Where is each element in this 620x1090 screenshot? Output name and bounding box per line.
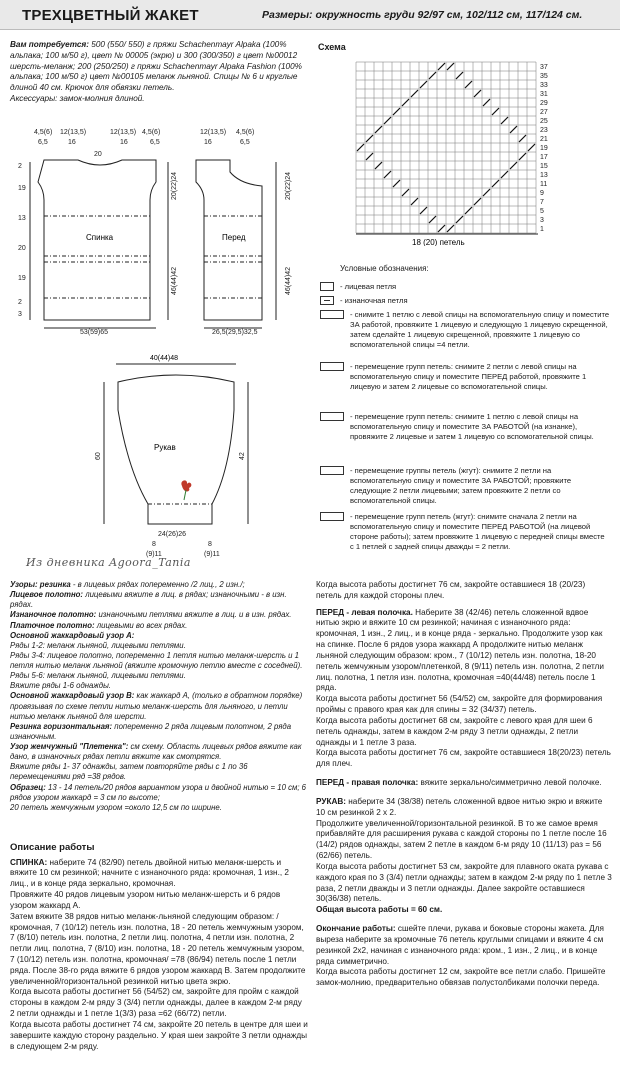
- materials-extra: Аксессуары: замок-молния длиной.: [10, 94, 145, 104]
- row-number: 3: [540, 217, 544, 224]
- paragraph-text: Когда высота работы достигнет 56 (54/52) см, закройте для пройм с каждой стороны в каждом 2-м ряду 3 (3/4) петли однажды, далее в каждом 2-м ряду 2 петли однажды и 1 петле 1(3/3) раза =62 (66/72) петли.: [10, 987, 302, 1019]
- page-header: [0, 0, 620, 30]
- pattern-line-item: [10, 610, 308, 620]
- cable-mark: [447, 63, 454, 70]
- legend-title: Условные обозначения:: [340, 264, 429, 273]
- pattern-text: лицевыми вяжите в лиц. в рядах; изнаночными - в изн. рядах.: [10, 590, 287, 610]
- row-number: 13: [540, 172, 548, 179]
- cable-mark: [465, 207, 472, 214]
- cable-mark: [384, 117, 391, 124]
- pattern-line-item: [10, 803, 308, 813]
- garment-schematics: [0, 120, 312, 560]
- cable-mark: [465, 81, 472, 88]
- sleeve-outline: [118, 375, 234, 524]
- cable-mark: [402, 189, 409, 196]
- cable-mark: [519, 153, 526, 160]
- dim-text: 4,5(6): [34, 129, 53, 136]
- cable-mark: [528, 144, 535, 151]
- dim-text: 26,5(29,5)32,5: [212, 329, 258, 336]
- section-heading: ПЕРЕД - левая полочка.: [316, 607, 413, 617]
- materials-text: 500 (550/ 550) г пряжи Schachenmayr Alpaka (100% альпака; 100 м/50 г), цвет № 00005 (экрю) и 300 (300/350) г цвет №00012 шерсть-меланж; 200 (250/250) г пряжи Schachenmayr Alpaka Fashion (100% альпака; 100 м/50 г) цвет №00105 меланж льняной. Спицы № 6 и круглые длиной 40 см. Крючок для обвязки петель.: [10, 40, 302, 93]
- row-number: 21: [540, 136, 548, 143]
- work-title: Описание работы: [10, 842, 95, 853]
- cable-mark: [357, 144, 364, 151]
- cable-back-icon: [320, 412, 344, 421]
- dim-text: 4,5(6): [236, 129, 255, 136]
- right-column: [316, 580, 612, 989]
- stitch-chart: [352, 56, 562, 246]
- row-number: 23: [540, 127, 548, 134]
- cable-mark: [492, 108, 499, 115]
- cable-mark: [402, 99, 409, 106]
- row-number: 33: [540, 82, 548, 89]
- pattern-label: Узор жемчужный "Плетенка":: [10, 742, 129, 751]
- row-number: 7: [540, 199, 544, 206]
- dim-text: 42: [239, 452, 246, 460]
- dim-text: 24(26)26: [158, 531, 187, 538]
- pattern-title: ТРЕХЦВЕТНЫЙ ЖАКЕТ: [22, 7, 199, 24]
- paragraph: наберите 34 (38/38) петель сложенной вдвое нитью экрю и вяжите 10 см резинкой 2 х 2.: [316, 796, 603, 817]
- pattern-line-item: [10, 621, 308, 631]
- paragraph: [10, 912, 308, 988]
- cable-mark: [510, 162, 517, 169]
- row-number: 9: [540, 190, 544, 197]
- pattern-label: Лицевое полотно:: [10, 590, 84, 600]
- dim-text: 8: [208, 541, 212, 548]
- paragraph: Когда высота работы достигнет 68 см, закройте с левого края для шеи 6 петель однажды, затем в каждом 2-м ряду 3 петли однажды, 2 петли однажды и 1 петле 3 раза.: [316, 715, 593, 747]
- pattern-label: Платочное полотно:: [10, 620, 95, 630]
- dim-text: 60: [95, 452, 102, 460]
- dim-text: 12(13,5): [110, 129, 137, 136]
- cable-mark: [429, 72, 436, 79]
- scheme-title: Схема: [318, 42, 346, 52]
- pattern-text: как жаккард А, (только в обратном порядке) провязывая по схеме петли нитью меланж-шерсть для льняного, и петли нитью меланж льняной для шерсти.: [10, 691, 303, 721]
- materials-label: Вам потребуется:: [10, 40, 89, 49]
- dim-text: 40(44)48: [150, 355, 179, 362]
- section-heading: ПЕРЕД - правая полочка:: [316, 778, 419, 788]
- dim-text: 6,5: [38, 139, 48, 146]
- cable-mark: [375, 162, 382, 169]
- rose-icon: [181, 480, 191, 491]
- cable-mark: [393, 180, 400, 187]
- paragraph: Когда высота работы достигнет 53 см, закройте для плавного оката рукава с каждого края по 3 (3/4) петли однажды; затем в каждом 2-м ряду по 1 петле 3 раза, 2 петли дважды и 3 петли однажды. Далее закройте оставшиеся 30(36/38) петель.: [316, 861, 612, 904]
- cable-mark: [474, 90, 481, 97]
- section-heading: Окончание работы:: [316, 924, 396, 934]
- scheme-width-label: 18 (20) петель: [412, 238, 465, 246]
- cable-front-icon: [320, 362, 344, 371]
- dim-text: 16: [204, 139, 212, 146]
- grid: [356, 62, 536, 233]
- paragraph: [10, 987, 308, 1019]
- dim-text: 20: [18, 245, 26, 252]
- cable-mark: [420, 207, 427, 214]
- dim-text: 20: [94, 151, 102, 158]
- purl-stitch-icon: [320, 296, 334, 305]
- cable-mark: [447, 225, 454, 232]
- cable-mark: [429, 216, 436, 223]
- cable-mark: [366, 135, 373, 142]
- legend-item: - перемещение групп петель: снимите 2 петли с левой спицы на вспомогательную спицу и поместите ПЕРЕД работой, провяжите 1 лицевую и затем 2 лицевые со вспомогательной спицы.: [350, 362, 587, 391]
- pattern-text: Ряды 3-4: лицевое полотно, попеременно 1 петля нитью меланж-шерсть и 1 петля нитью меланж льняной (вяжите кромочную петлю вместе с соседней).: [10, 650, 303, 670]
- dim-text: 53(59)65: [80, 329, 109, 336]
- pattern-text: см схему. Область лицевых рядов вяжите как дано, в изнаночных рядах петли вяжите как смотрятся.: [10, 742, 302, 762]
- dim-text: 3: [18, 311, 22, 318]
- cable-mark: [438, 225, 445, 232]
- pattern-line-item: [10, 783, 308, 803]
- pattern-line-item: [10, 742, 308, 762]
- cable-twist-icon: [320, 466, 344, 475]
- pattern-line-item: [10, 631, 308, 641]
- row-number: 19: [540, 145, 548, 152]
- legend-item: - снимите 1 петлю с левой спицы на вспомогательную спицу и поместите ЗА работой, провяжите 1 лицевую и следующую 1 лицевую скрещенной, затем сделайте 1 лицевую скрещенной, провяжите 1 лицевую со вспомогательной спицы =4 петли.: [350, 310, 610, 349]
- cable-mark: [474, 198, 481, 205]
- back-label: Спинка: [86, 233, 114, 242]
- pattern-label: Основной жаккардовый узор В:: [10, 691, 135, 701]
- legend-item: - перемещение групп петель (жгут): снимите сначала 2 петли на вспомогательную спицу и поместите ПЕРЕД РАБОТОЙ (на лицевой стороне работы); затем провяжите 1 лицевую с передней спицы вместе с 1 петлей с задней спицы дважды = 2 петли.: [350, 512, 605, 551]
- dim-text: (9)11: [146, 551, 162, 558]
- legend-item: - изнаночная петля: [340, 296, 408, 305]
- cable-mark: [384, 171, 391, 178]
- legend-item: - перемещение групп петель: снимите 1 петлю с левой спицы на вспомогательную спицу и поместите ЗА РАБОТОЙ (на изнанке), провяжите 2 лицевые и затем 1 лицевую со вспомогательной спицы.: [350, 412, 594, 441]
- pattern-text: изнаночными петлями вяжите в лиц. и в изн. рядах.: [98, 610, 292, 620]
- pattern-text: Ряды 1-2: меланж льняной, лицевыми петлями.: [10, 640, 186, 650]
- paragraph: сшейте плечи, рукава и боковые стороны жакета. Для выреза наберите за кромочные 76 петель круглыми спицами и вяжите 4 см резинкой 2х2, начиная с изнаночного ряда: кром., 1 изн., 2 лиц., и в конце ряда симметрично.: [316, 924, 604, 966]
- dim-text: 2: [18, 299, 22, 306]
- cable-mark: [420, 81, 427, 88]
- cable-mark: [501, 171, 508, 178]
- cable-4-icon: [320, 310, 344, 319]
- cable-mark: [510, 126, 517, 133]
- pattern-line-item: [10, 722, 308, 742]
- paragraph: Когда высота работы достигнет 56 (54/52) см, закройте для формирования проймы с правого края как для спины = 32 (34/37) петель.: [316, 694, 603, 715]
- pattern-line-item: [10, 762, 308, 782]
- paragraph-text: Затем вяжите 38 рядов нитью меланж-льняной следующим образом: /кромочная, 7 (10/12) петель изн. полотна, 18 - 20 петель жемчужным узором, 7 (8/10) петель изн. полотна, 2 петли лиц. полотна, 4 петли изн. полотна, 2 петли лиц. полотна, 7 (8/10) изн. полотна, 18 - 20 петель жемчужным узором, 7 (10/12) петель изн. полотна, кромочная/ =78 (86/94) петель после 1 петли ряда. После 38-го ряда вяжите 6 рядов узором жаккард В. Затем продолжите увеличенной/горизонтальной резинкой нитью цвета экрю.: [10, 911, 306, 986]
- pattern-label: Образец:: [10, 782, 46, 792]
- pattern-label: Изнаночное полотно:: [10, 610, 97, 620]
- dim-text: 19: [18, 275, 26, 282]
- front-label: Перед: [222, 233, 246, 242]
- cable-mark: [501, 117, 508, 124]
- dim-text: 8: [152, 541, 156, 548]
- paragraph: Когда высота работы достигнет 76 см, закройте оставшиеся 18 (20/23) петель для каждой стороны плеч.: [316, 580, 586, 600]
- row-number: 5: [540, 208, 544, 215]
- cable-mark: [366, 153, 373, 160]
- patterns-block: [10, 580, 308, 813]
- paragraph: Продолжите увеличенной/горизонтальной резинкой. В то же самое время прибавляйте для расширения рукава с каждой стороны по 1 петле после 16 (14/2) рядов однажды, затем 2 петле в каждом 6-м ряду 10 (11/13) раз = 56 (62/66) петель.: [316, 818, 607, 861]
- pattern-text: - в лицевых рядах попеременно /2 лиц., 2 изн./;: [72, 580, 245, 589]
- pattern-line-item: [10, 671, 308, 681]
- dim-text: 4,5(6): [142, 129, 161, 136]
- dim-text: 2: [18, 163, 22, 170]
- sizes-line: Размеры: окружность груди 92/97 см, 102/112 см, 117/124 см.: [262, 9, 583, 21]
- legend-item: - перемещение группы петель (жгут): снимите 2 петли на вспомогательную спицу и поместите ЗА РАБОТОЙ; провяжите следующие 2 петли лицевыми; затем провяжите 2 петли со вспомогательной спицы.: [350, 466, 572, 505]
- paragraph-text: наберите 74 (82/90) петель двойной нитью меланж-шерсть и вяжите 10 см резинкой; начните с изнаночного ряда: кромочная, 1 изн., 2 лиц., и в конце ряда зеркально, кромочная.: [10, 857, 289, 889]
- pattern-text: Вяжите ряды 1-6 однажды.: [10, 681, 111, 691]
- row-number: 15: [540, 163, 548, 170]
- paragraph: Общая высота работы = 60 см.: [316, 905, 443, 915]
- paragraph: [10, 1020, 308, 1052]
- cable-mark: [483, 99, 490, 106]
- pattern-text: Ряды 5-6: меланж льняной, лицевыми петлями.: [10, 671, 186, 681]
- paragraph: [10, 858, 308, 890]
- paragraph: Когда высота работы достигнет 76 см, закройте оставшиеся 18(20/23) петель для плеч.: [316, 748, 611, 769]
- dim-text: 20(22)24: [285, 171, 292, 200]
- dim-text: 16: [120, 139, 128, 146]
- row-number: 29: [540, 100, 548, 107]
- pattern-line-item: [10, 691, 308, 721]
- dim-text: 6,5: [150, 139, 160, 146]
- paragraph: Когда высота работы достигнет 12 см, закройте все петли слабо. Пришейте замок-молнию, предварительно обвязав полустолбиками полочки переда.: [316, 967, 606, 988]
- section-heading: РУКАВ:: [316, 796, 346, 806]
- pattern-text: лицевыми во всех рядах.: [96, 620, 188, 630]
- row-number: 37: [540, 64, 548, 71]
- row-labels: [540, 64, 548, 233]
- paragraph-text: Когда высота работы достигнет 74 см, закройте 20 петель в центре для шеи и завершите каждую сторону раздельно. У края шеи закройте 3 петли однажды в следующем 2-м ряду.: [10, 1019, 308, 1051]
- work-description: [10, 842, 308, 1052]
- pattern-text: 20 петель жемчужным узором =около 12,5 см по ширине.: [10, 802, 222, 812]
- pattern-line-item: [10, 590, 308, 610]
- dim-text: 6,5: [240, 139, 250, 146]
- cable-mark: [393, 108, 400, 115]
- row-number: 25: [540, 118, 548, 125]
- dim-text: 13: [18, 215, 26, 222]
- paragraph: вяжите зеркально/симметрично левой полочке.: [420, 778, 602, 788]
- pattern-label: Основной жаккардовый узор А:: [10, 630, 135, 640]
- cable-mark: [438, 63, 445, 70]
- paragraph: [10, 890, 308, 912]
- pattern-text: попеременно 2 ряда лицевым полотном, 2 ряда изнаночным.: [10, 721, 292, 741]
- paragraph-text: Провяжите 40 рядов лицевым узором нитью меланж-шерсть и 6 рядов узором жаккард А.: [10, 890, 281, 910]
- cable-mark: [456, 216, 463, 223]
- pattern-label: Резинка горизонтальная:: [10, 721, 113, 731]
- row-number: 1: [540, 226, 544, 233]
- materials-block: [10, 40, 310, 105]
- dim-text: 19: [18, 185, 26, 192]
- sleeve-label: Рукав: [154, 443, 176, 452]
- row-number: 11: [540, 181, 548, 188]
- cable-mark: [492, 180, 499, 187]
- pattern-text: Вяжите ряды 1- 37 однажды, затем повторяйте ряды с 1 по 36 перемещениями ряд =38 рядов.: [10, 762, 248, 782]
- stem-line: [184, 490, 186, 500]
- dim-text: 12(13,5): [60, 129, 87, 136]
- legend-item: - лицевая петля: [340, 282, 397, 291]
- cable-mark: [456, 72, 463, 79]
- knit-stitch-icon: [320, 282, 334, 291]
- pattern-line-item: [10, 651, 308, 671]
- cable-mark: [375, 126, 382, 133]
- dim-text: 20(22)24: [171, 171, 178, 200]
- dim-text: 46(44)42: [171, 266, 178, 295]
- pattern-text: 13 - 14 петель/20 рядов вариантом узора и двойной нитью = 10 см; 6 рядов узором жаккард = 3 см по высоте;: [10, 782, 306, 802]
- row-number: 35: [540, 73, 548, 80]
- row-number: 17: [540, 154, 548, 161]
- back-description: [10, 858, 308, 1053]
- dim-text: 16: [68, 139, 76, 146]
- cable-front-twist-icon: [320, 512, 344, 521]
- handwritten-signature: Из дневника Agoora_Tania: [26, 556, 191, 569]
- cable-mark: [519, 135, 526, 142]
- pattern-label: Узоры: резинка: [10, 580, 71, 589]
- pattern-line-item: [10, 641, 308, 651]
- cable-mark: [411, 90, 418, 97]
- dim-text: (9)11: [204, 551, 220, 558]
- row-number: 31: [540, 91, 548, 98]
- paragraph: Наберите 38 (42/46) петель сложенной вдвое нитью экрю и вяжите 10 см резинкой; начиная с изнаночного ряда: кромочная, 1 изн., 2 лиц., и в конце ряда - зеркально. Продолжите узор как на спинке. После 6 рядов узора жаккард А продолжите нитью меланж льняной следующим образом: кром., 7 (10/12) петель изн. полотна, 18-20 петель жемчужным узором/плетенкой, 8 (9/11) петель изн. полотна, 2 петли лиц. полотна, 1 петля изн. полотна, кромочная =40(44/48) петель после 1 ряда.: [316, 607, 604, 693]
- dim-text: 12(13,5): [200, 129, 227, 136]
- dim-text: 46(44)42: [285, 266, 292, 295]
- pattern-line-item: [10, 580, 308, 590]
- section-heading: СПИНКА:: [10, 857, 48, 867]
- cable-mark: [483, 189, 490, 196]
- pattern-line-item: [10, 681, 308, 691]
- row-number: 27: [540, 109, 548, 116]
- cable-mark: [411, 198, 418, 205]
